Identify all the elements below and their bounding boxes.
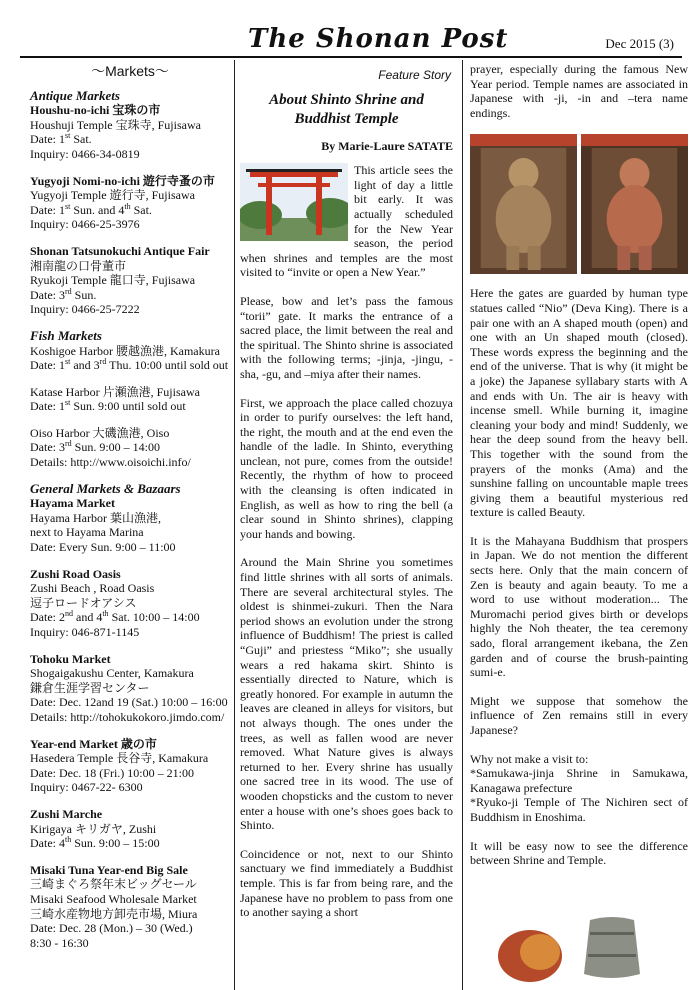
market-detail: 三崎まぐろ祭年末ビッグセール — [30, 877, 197, 892]
article-byline: By Marie-Laure SATATE — [321, 138, 453, 153]
market-detail: Kirigaya キリガヤ, Zushi — [30, 821, 157, 836]
market-entry — [30, 863, 230, 951]
market-detail: Inquiry: 0466-25-3976 — [30, 217, 140, 232]
market-detail: Date: 4th Sun. 9:00 – 15:00 — [30, 835, 160, 851]
market-detail: Date: 2nd and 4th Sat. 10:00 – 14:00 — [30, 609, 200, 625]
article-body-1 — [240, 163, 453, 920]
markets-list — [30, 89, 230, 951]
column-divider — [234, 60, 235, 990]
market-detail: Houshuji Temple 宝珠寺, Fujisawa — [30, 117, 201, 132]
market-entry — [30, 496, 230, 554]
article-paragraph: prayer, especially during the famous New Year period. Temple names are associated in Japanese with -ji, -in and –tera name endings. — [470, 62, 688, 120]
article-paragraph: Here the gates are guarded by human type statues called “Nio” (Deva King). There is a pair one with an A shaped mouth (open) and one with an Un shaped mouth (closed). These words express the beginning and the end of the universe. That is why (it might be a joke) the Japanese syllabary starts with A and ends with Un. The air is heavy with incense smell. While burning it, imagine cleaning your body and mind! Suddenly, we hear the deep sound from the heavy bell. This together with the sound from the prayers of the monks (Ama) and the sunshine falling on uncountable maple trees giving them a beautiful mysterious red texture is called Beauty. — [470, 286, 688, 520]
temple-bell-photo — [490, 912, 660, 984]
masthead — [20, 18, 682, 58]
market-section-title: Fish Markets — [30, 327, 102, 343]
market-detail: 三崎水産物地方卸売市場, Miura — [30, 906, 198, 921]
market-entry — [30, 652, 230, 725]
article-paragraph: Why not make a visit to: *Samukawa-jinja Shrine in Samukawa, Kanagawa prefecture *Ryuko-ji Temple of The Nichiren sect of Buddhism in Enoshima. — [470, 751, 688, 824]
market-detail: Zushi Beach , Road Oasis — [30, 581, 155, 596]
market-detail: Yugyoji Temple 遊行寺, Fujisawa — [30, 188, 195, 203]
nio-statues-photos — [470, 134, 688, 274]
market-section-title: Antique Markets — [30, 87, 120, 103]
market-detail: Date: 1st Sun. and 4th Sat. — [30, 201, 152, 217]
masthead-rule — [20, 56, 682, 58]
torii-gate-photo — [240, 163, 348, 241]
market-detail: 湘南龍の口骨董市 — [30, 258, 127, 273]
market-section-title: General Markets & Bazaars — [30, 480, 181, 496]
market-name: Hayama Market — [30, 496, 115, 511]
article-paragraph: Coincidence or not, next to our Shinto sanctuary we find immediately a Buddhist temple. This is far from being rare, and the Japanese have no problem to pass from one to another saying a short — [240, 846, 453, 920]
market-detail: Details: http://tohokukokoro.jimdo.com/ — [30, 709, 225, 724]
article-paragraph: Please, bow and let’s pass the famous “torii” gate. It marks the entrance of a sacred place, the limit between the real and the spiritual. The Shinto shrine is associated with the following terms; -jinja, -jingu, -sha, -gu, and –miya after their names. — [240, 293, 453, 381]
article-column-2 — [470, 62, 688, 882]
markets-heading: ～Markets～ — [91, 63, 169, 79]
market-entry — [30, 807, 230, 851]
market-detail: Katase Harbor 片瀬漁港, Fujisawa — [30, 384, 200, 399]
market-detail: next to Hayama Marina — [30, 525, 144, 540]
article-paragraph: First, we approach the place called chozuya in order to purify ourselves: the left hand, the right, the mouth and at the end even the handle of the ladle. In Shinto, everything unclean, not pure, comes from the outside! Recently, the rhythm of how to proceed with the cleansing is often indicated in English, as well as how to ring the bell (a clear sound in Shinto shrines), clapping your hands and bowing. — [240, 395, 453, 541]
article-column-1 — [240, 62, 453, 934]
market-detail: Inquiry: 046-871-1145 — [30, 625, 140, 639]
market-detail: Koshigoe Harbor 腰越漁港, Kamakura — [30, 343, 220, 358]
market-entry — [30, 244, 230, 317]
market-detail: Date: Dec. 12and 19 (Sat.) 10:00 – 16:00 — [30, 695, 228, 710]
article-title: About Shinto Shrine and Buddhist Temple — [269, 91, 424, 127]
article-paragraph: Might we suppose that somehow the influence of Zen remains still in every Japanese? — [470, 693, 688, 737]
newspaper-title: The Shonan Post — [248, 24, 509, 54]
market-detail: Hayama Harbor 葉山漁港, — [30, 510, 161, 525]
market-detail: Inquiry: 0466-25-7222 — [30, 302, 140, 317]
market-entry — [30, 567, 230, 640]
market-name: Yugyoji Nomi-no-ichi 遊行寺蚤の市 — [30, 173, 215, 188]
feature-label: Feature Story — [378, 68, 451, 82]
market-entry — [30, 103, 230, 161]
market-detail: Date: 3rd Sun. 9:00 – 14:00 — [30, 439, 161, 455]
market-detail: Date: 3rd Sun. — [30, 286, 97, 302]
markets-column — [30, 62, 230, 962]
market-detail: Date: Dec. 28 (Mon.) – 30 (Wed.) — [30, 921, 193, 936]
article-body-2 — [470, 286, 688, 867]
market-detail: Misaki Seafood Wholesale Market — [30, 891, 197, 906]
market-detail: Date: 1st Sun. 9:00 until sold out — [30, 398, 186, 414]
column-divider — [462, 60, 463, 990]
market-name: Shonan Tatsunokuchi Antique Fair — [30, 243, 210, 258]
issue-date: Dec 2015 (3) — [605, 36, 674, 51]
market-detail: Details: http://www.oisoichi.info/ — [30, 455, 191, 470]
nio-statue-photo-left — [470, 134, 577, 274]
market-detail: Inquiry: 0466-34-0819 — [30, 146, 140, 161]
market-detail: Date: 1st Sat. — [30, 131, 92, 147]
market-detail: Date: Dec. 18 (Fri.) 10:00 – 21:00 — [30, 765, 194, 780]
market-entry — [30, 385, 230, 414]
market-entry — [30, 344, 230, 373]
market-detail: Inquiry: 0467-22- 6300 — [30, 780, 143, 795]
article-paragraph: Around the Main Shrine you sometimes find little shrines with all sorts of animals. There are several architectural styles. The oldest is shinmei-zukuri. Then the Nara period shows an evolution under the strong influence of Buddhism! The priest is called “Guji” and priestess “Miko”; she usually wears a red hakama skirt. Shinto is essentially directed to Nature, which is greatly honored. For example in autumn the leaves are cleaned in alleys for visitors, but not always though. The ones under the trees, as well as fallen wood are never removed. What Nature gives is always returned to her. Every shrine has usually one sacred tree in its wood. The use of wooden chopsticks and the custom to never enter a house with one’s shoes goes back to Shinto. — [240, 555, 453, 833]
market-name: Zushi Marche — [30, 806, 103, 821]
market-detail: 逗子ロードオアシス — [30, 595, 137, 610]
market-name: Zushi Road Oasis — [30, 566, 121, 581]
market-detail: Oiso Harbor 大磯漁港, Oiso — [30, 425, 170, 440]
article-paragraph: It will be easy now to see the difference between Shrine and Temple. — [470, 838, 688, 868]
market-detail: Shogaigakushu Center, Kamakura — [30, 666, 194, 681]
article-paragraph: This article sees the light of day a little bit early. It was actually scheduled for the New Year season, the period when shrines and temples are the most visited to “invite or open a New Year.” — [240, 163, 453, 280]
market-detail: Date: 1st and 3rd Thu. 10:00 until sold out — [30, 357, 229, 373]
market-entry — [30, 174, 230, 232]
market-name: Year-end Market 歳の市 — [30, 736, 157, 751]
market-name: Tohoku Market — [30, 651, 111, 666]
market-detail: 8:30 - 16:30 — [30, 935, 89, 950]
nio-statue-photo-right — [581, 134, 688, 274]
article-paragraph: It is the Mahayana Buddhism that prospers in Japan. We do not mention the different sects here. Only that the main concern of Zen is beauty and again beauty. To me a word to use without moderation... The Muromachi period gives birth or develops highly the Noh theater, the tea ceremony sado, floral arrangement ikebana, the Zen garden and of course the brush-painting sumi-e. — [470, 533, 688, 680]
market-entry — [30, 737, 230, 795]
market-name: Misaki Tuna Year-end Big Sale — [30, 862, 188, 877]
market-entry — [30, 426, 230, 470]
market-name: Houshu-no-ichi 宝珠の市 — [30, 103, 161, 118]
market-detail: Hasedera Temple 長谷寺, Kamakura — [30, 751, 209, 766]
market-detail: Date: Every Sun. 9:00 – 11:00 — [30, 540, 176, 555]
market-detail: Ryukoji Temple 龍口寺, Fujisawa — [30, 273, 196, 288]
market-detail: 鎌倉生涯学習センター — [30, 680, 150, 695]
